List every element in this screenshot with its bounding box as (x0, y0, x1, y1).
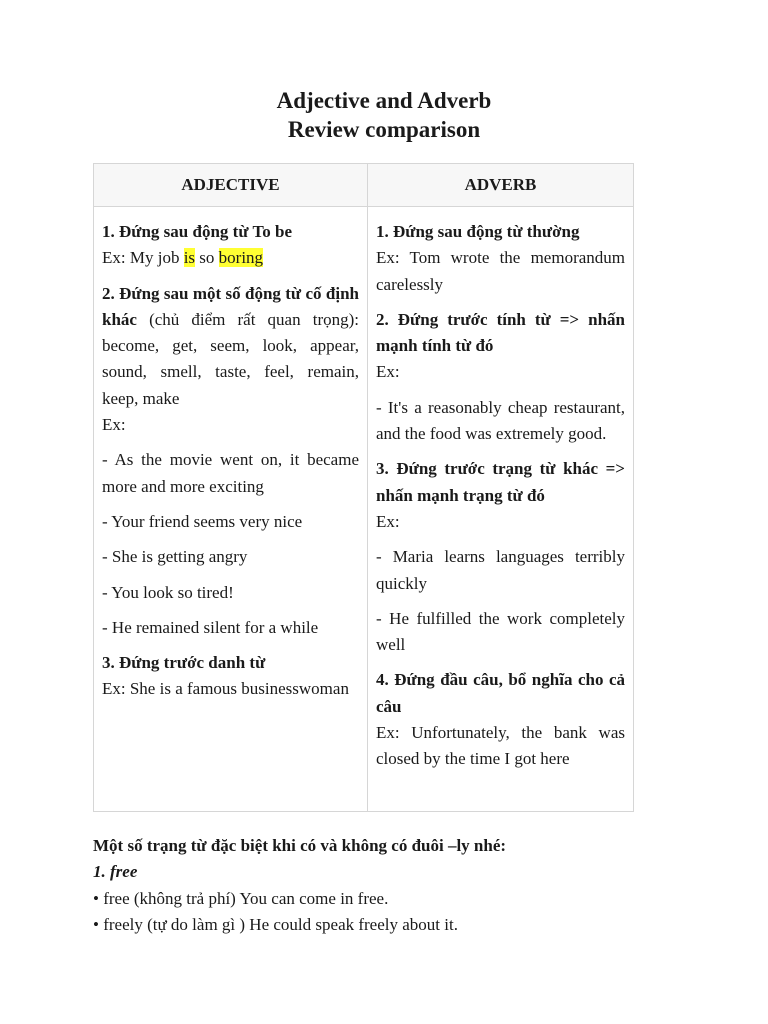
adv-rule-4: 4. Đứng đầu câu, bổ nghĩa cho cả câu (376, 670, 625, 716)
adv-rule-3-ex-label: Ex: (376, 511, 400, 531)
highlight-is: is (183, 248, 196, 268)
adj-example-2: - Your friend seems very nice (102, 511, 303, 531)
adj-example-4: - You look so tired! (102, 582, 234, 602)
special-adverbs-notes (93, 833, 653, 938)
adj-rule-3-example: Ex: She is a famous businesswoman (102, 679, 349, 699)
adv-rule-4-example: Ex: Unfortunately, the bank was closed by the time I got here (376, 723, 625, 769)
adv-rule-2-ex-label: Ex: (376, 362, 400, 382)
title-line-1: Adjective and Adverb (276, 88, 492, 113)
adv-rule-3-example-1: - Maria learns languages terribly quickly (376, 547, 625, 593)
notes-heading: Một số trạng từ đặc biệt khi có và không có đuôi –ly nhé: (93, 836, 507, 855)
notes-bullet-free: • free (không trả phí) You can come in free. (93, 888, 389, 908)
document-title (0, 86, 768, 144)
adv-rule-1-example: Ex: Tom wrote the memorandum carelessly (376, 248, 625, 294)
adv-rule-3: 3. Đứng trước trạng từ khác => nhấn mạnh trạng từ đó (376, 459, 625, 505)
adj-example-1: - As the movie went on, it became more and more exciting (102, 450, 359, 496)
adj-rule-1: 1. Đứng sau động từ To be (102, 222, 292, 241)
highlight-boring: boring (218, 248, 264, 268)
table-row (94, 207, 634, 812)
header-adjective: ADJECTIVE (94, 164, 368, 207)
adj-example-5: - He remained silent for a while (102, 617, 319, 637)
table-header-row (94, 164, 634, 207)
adverb-cell (368, 207, 634, 812)
adj-rule-2-ex-label: Ex: (102, 415, 126, 435)
comparison-table (93, 163, 634, 812)
adv-rule-1: 1. Đứng sau động từ thường (376, 222, 580, 241)
adv-rule-2: 2. Đứng trước tính từ => nhấn mạnh tính từ đó (376, 309, 625, 356)
adv-rule-2-example: - It's a reasonably cheap restaurant, and the food was extremely good. (376, 397, 625, 444)
adj-rule-2: 2. Đứng sau một số động từ cố định khác (chủ điểm rất quan trọng): become, get, seem, look, appear, sound, smell, taste, feel, remain, keep, make (102, 283, 359, 408)
adj-example-3: - She is getting angry (102, 547, 248, 567)
title-line-2: Review comparison (287, 117, 481, 142)
adj-rule-1-example: Ex: My job is so boring (102, 248, 264, 268)
notes-bullet-freely: • freely (tự do làm gì ) He could speak freely about it. (93, 914, 458, 934)
adv-rule-3-example-2: - He fulfilled the work completely well (376, 608, 625, 655)
adj-rule-3: 3. Đứng trước danh từ (102, 653, 266, 673)
header-adverb: ADVERB (368, 164, 634, 207)
adjective-cell (94, 207, 368, 812)
notes-item-title: 1. free (93, 862, 138, 882)
